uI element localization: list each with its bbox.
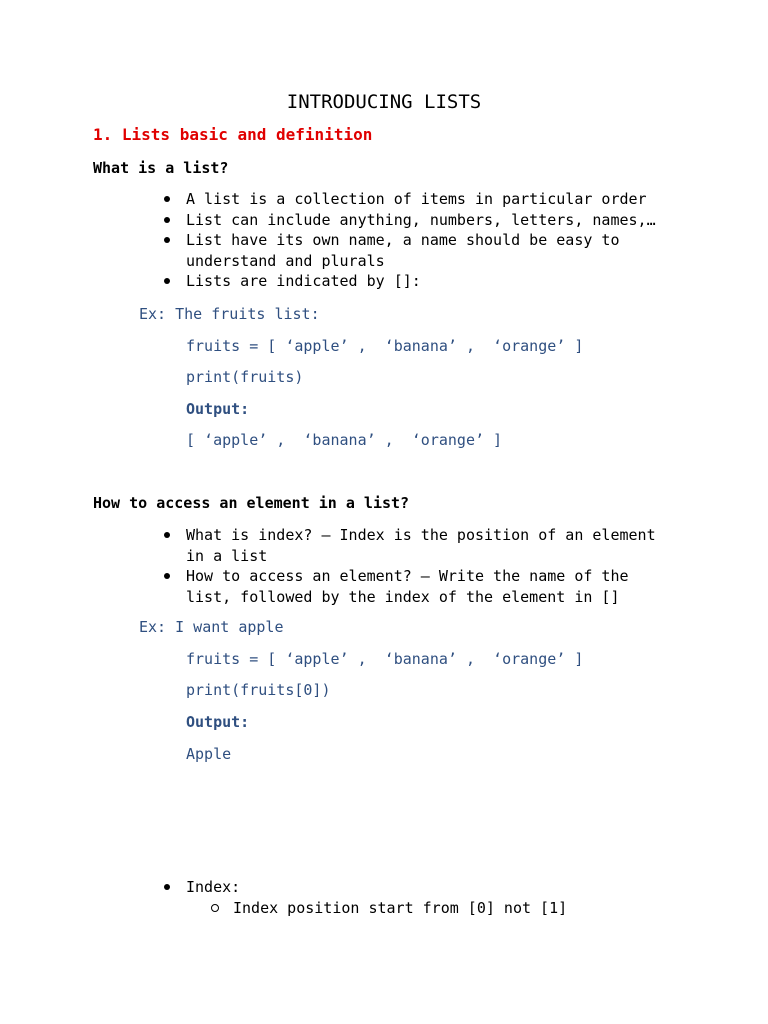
output-value: Apple [186, 745, 232, 763]
output-value: [ ‘apple’ , ‘banana’ , ‘orange’ ] [186, 431, 503, 449]
example-label: Ex: The fruits list: [139, 305, 320, 323]
code-line: fruits = [ ‘apple’ , ‘banana’ , ‘orange’ ] [186, 650, 584, 668]
bullet-dot-icon [164, 217, 170, 223]
sub-bullet-list-index [206, 898, 567, 918]
bullet-dot-icon [164, 237, 170, 243]
bullet-list-index [160, 877, 680, 898]
page-title: INTRODUCING LISTS [286, 91, 482, 113]
bullet-list-access [160, 525, 680, 607]
bullet-list-definition [160, 189, 680, 292]
output-label: Output: [186, 713, 250, 731]
code-line: print(fruits) [186, 368, 304, 386]
output-label: Output: [186, 400, 250, 418]
list-item: Index position start from [0] not [1] [206, 898, 567, 918]
bullet-dot-icon [164, 884, 170, 890]
bullet-dot-icon [164, 573, 170, 579]
list-item: Index: [160, 877, 680, 898]
list-item: What is index? – Index is the position of an element in a list [160, 525, 680, 566]
list-item: List can include anything, numbers, letters, names,… [160, 210, 680, 231]
list-item: A list is a collection of items in particular order [160, 189, 680, 210]
bullet-circle-icon [211, 904, 219, 912]
bullet-dot-icon [164, 196, 170, 202]
code-line: print(fruits[0]) [186, 681, 331, 699]
list-item: How to access an element? – Write the name of the list, followed by the index of the element in [] [160, 566, 680, 607]
question-what-is-list: What is a list? [93, 159, 229, 177]
list-item: List have its own name, a name should be easy to understand and plurals [160, 230, 680, 271]
question-access-element: How to access an element in a list? [93, 494, 410, 512]
code-line: fruits = [ ‘apple’ , ‘banana’ , ‘orange’ ] [186, 337, 584, 355]
list-item: Lists are indicated by []: [160, 271, 680, 292]
example-label: Ex: I want apple [139, 618, 284, 636]
bullet-dot-icon [164, 278, 170, 284]
section-heading: 1. Lists basic and definition [93, 125, 373, 144]
bullet-dot-icon [164, 532, 170, 538]
